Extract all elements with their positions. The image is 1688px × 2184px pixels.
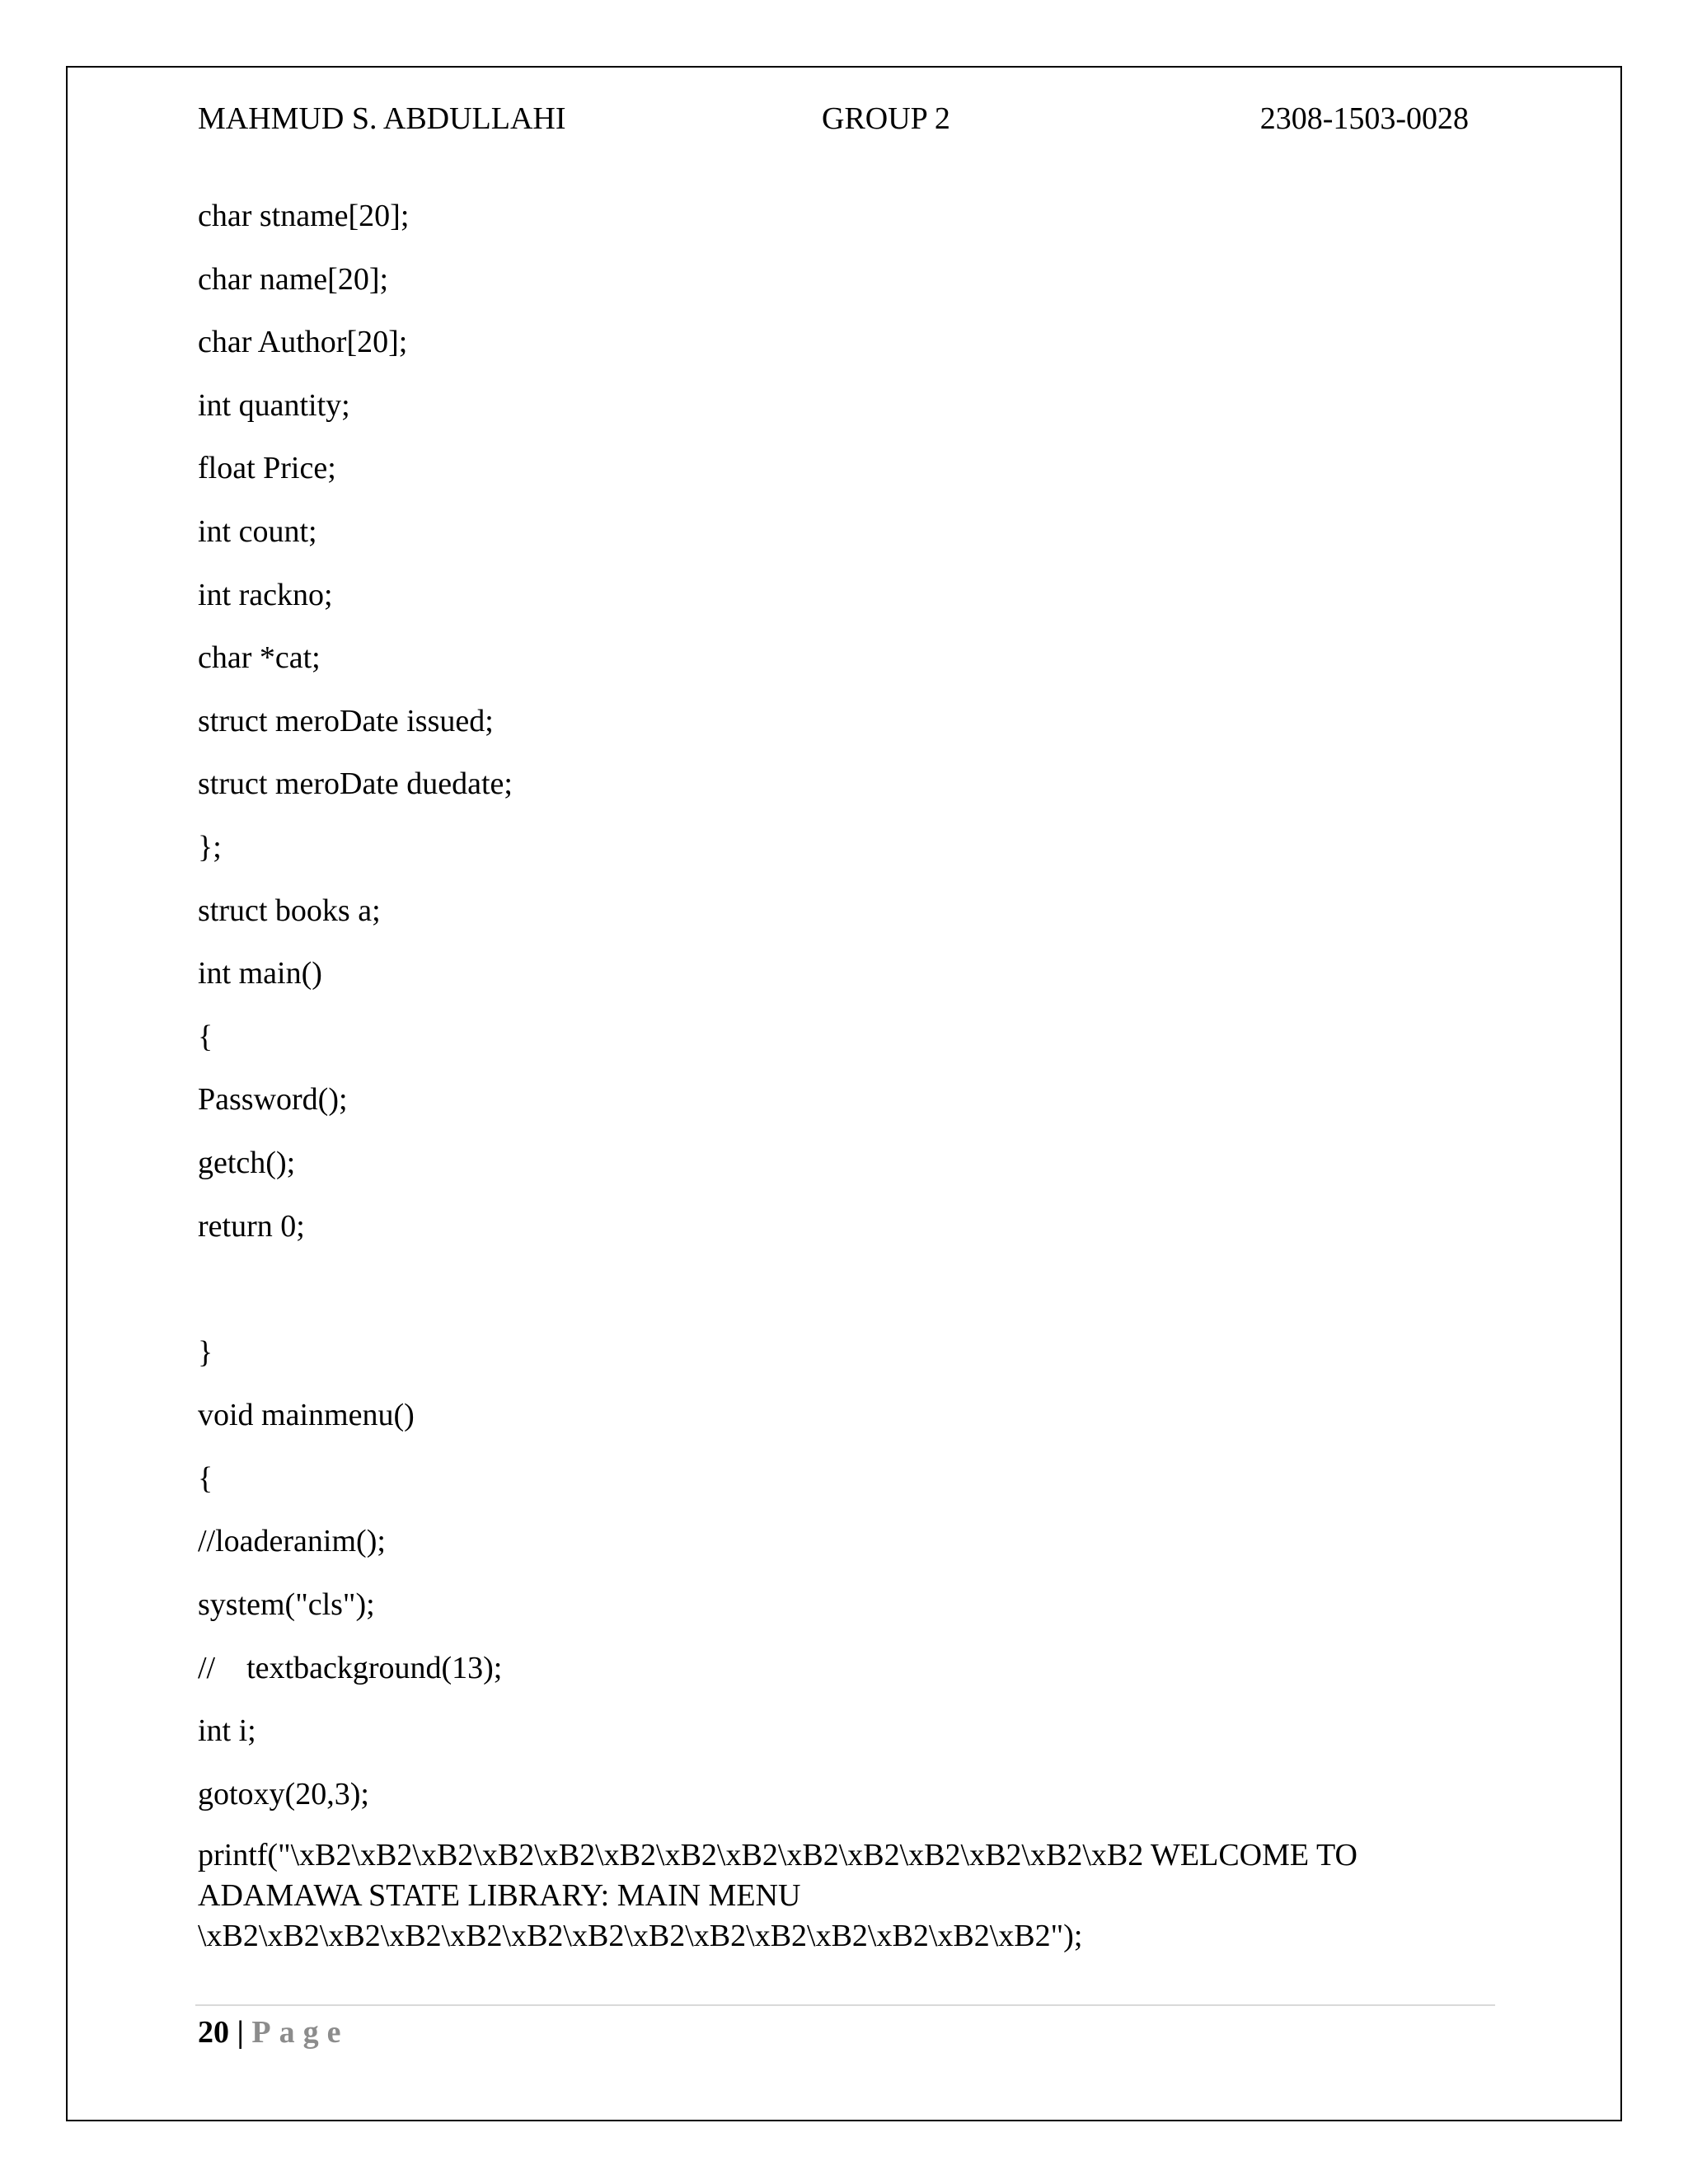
page-label: Page [251, 2015, 349, 2050]
code-line: int rackno; [198, 577, 333, 612]
code-printf-statement [198, 1835, 1484, 1957]
code-line: char *cat; [198, 640, 321, 676]
footer-separator: | [237, 2015, 244, 2050]
code-line: struct meroDate issued; [198, 703, 494, 738]
code-line: void mainmenu() [198, 1398, 415, 1433]
code-line: struct books a; [198, 893, 381, 928]
code-line: return 0; [198, 1208, 305, 1244]
code-line: }; [198, 829, 222, 865]
header-group: GROUP 2 [822, 101, 950, 136]
code-listing [198, 194, 1484, 1957]
code-line: { [198, 1460, 213, 1496]
code-line: int main() [198, 956, 322, 991]
code-line: int quantity; [198, 387, 350, 423]
page-number: 20 [198, 2015, 229, 2050]
code-line: getch(); [198, 1145, 296, 1180]
code-line: gotoxy(20,3); [198, 1776, 369, 1811]
printf-line-1: printf("\xB2\xB2\xB2\xB2\xB2\xB2\xB2\xB2\xB2\xB2\xB2\xB2\xB2\xB2 WELCOME TO [198, 1838, 1357, 1873]
header-student-id: 2308-1503-0028 [1259, 101, 1469, 136]
printf-line-3: \xB2\xB2\xB2\xB2\xB2\xB2\xB2\xB2\xB2\xB2\xB2\xB2\xB2\xB2"); [198, 1919, 1083, 1954]
page-header [198, 97, 1469, 140]
code-line: char stname[20]; [198, 199, 410, 233]
code-line: int count; [198, 513, 317, 549]
code-line: } [198, 1334, 213, 1370]
code-line: float Price; [198, 451, 336, 486]
code-blank-line [198, 1268, 1484, 1331]
code-line: // textbackground(13); [198, 1650, 503, 1685]
printf-line-2: ADAMAWA STATE LIBRARY: MAIN MENU [198, 1878, 801, 1914]
footer-divider [195, 2004, 1495, 2006]
code-line: //loaderanim(); [198, 1524, 386, 1559]
code-line: char name[20]; [198, 261, 389, 297]
header-author: MAHMUD S. ABDULLAHI [198, 101, 566, 136]
code-line: char Author[20]; [198, 325, 408, 360]
code-line: { [198, 1019, 213, 1054]
code-line: int i; [198, 1713, 256, 1749]
code-line: struct meroDate duedate; [198, 766, 513, 802]
page-footer [198, 2011, 349, 2054]
code-line: system("cls"); [198, 1587, 375, 1623]
code-line: Password(); [198, 1082, 348, 1118]
